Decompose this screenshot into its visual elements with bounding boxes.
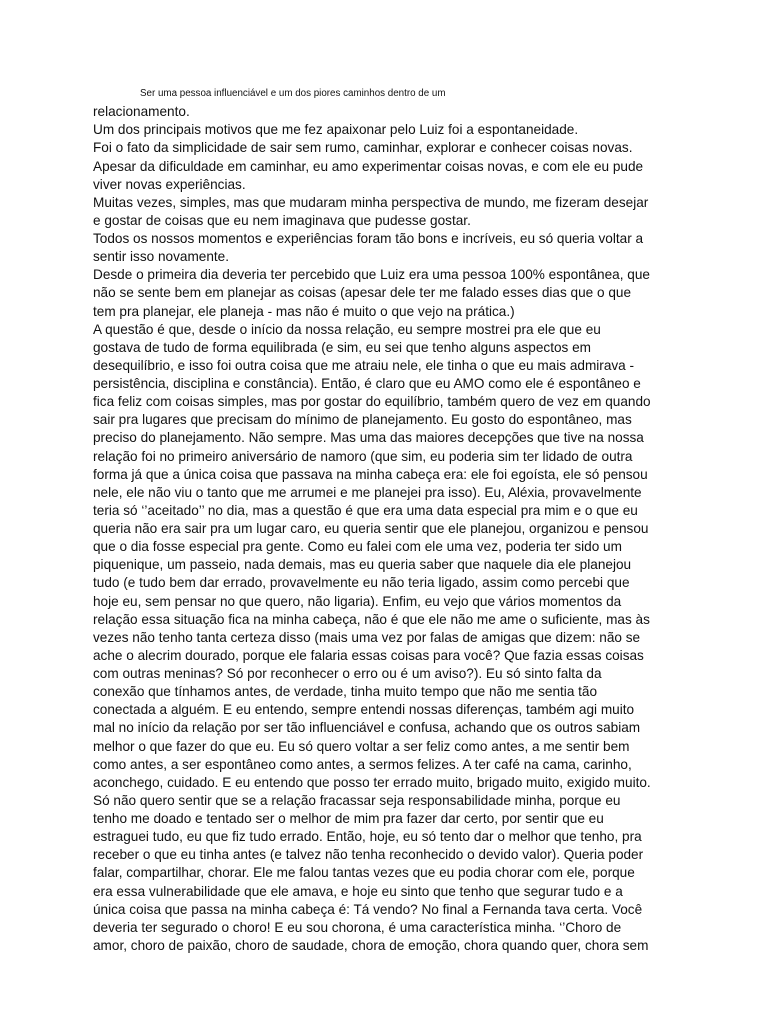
text-line: receber o que eu tinha antes (e talvez não tenha reconhecido o devido valor). Queria poder (93, 847, 644, 863)
text-line: vezes não tenho tanta certeza disso (mais uma vez por falas de amigas que dizem: não se (93, 629, 641, 645)
text-line: não se sente bem em planejar as coisas (apesar dele ter me falado esses dias que o que (93, 285, 632, 301)
text-line: relação essa situação fica na minha cabeça, não é que ele não me ame o suficiente, mas às (93, 611, 650, 627)
text-line: A questão é que, desde o início da nossa relação, eu sempre mostrei pra ele que eu (93, 321, 601, 337)
text-line: viver novas experiências. (93, 176, 246, 192)
text-line: ache o alecrim dourado, porque ele falaria essas coisas para você? Que fazia essas coisas (93, 647, 644, 663)
text-line: relacionamento. (93, 104, 190, 120)
text-line: Todos os nossos momentos e experiências foram tão bons e incríveis, eu só queria voltar a (93, 231, 644, 246)
text-line: estraguei tudo, eu que fiz tudo errado. Então, hoje, eu só tento dar o melhor que tenho, pra (93, 829, 642, 845)
text-line: que o dia fosse especial pra gente. Como eu falei com ele uma vez, poderia ter sido um (93, 539, 622, 555)
text-line: sair pra lugares que precisam do mínimo de planejamento. Eu gosto do espontâneo, mas (93, 412, 632, 428)
text-line: era essa vulnerabilidade que ele amava, e hoje eu sinto que tenho que segurar tudo e a (93, 883, 623, 899)
text-line: melhor o que fazer do que eu. Eu só quero voltar a ser feliz como antes, a me sentir bem (93, 738, 630, 754)
text-line: como antes, a ser espontâneo como antes, a sermos felizes. A ter café na cama, carinho, (93, 756, 632, 772)
text-line: Só não quero sentir que se a relação fracassar seja responsabilidade minha, porque eu (93, 792, 621, 808)
text-line: queria não era sair pra um lugar caro, eu queria sentir que ele planejou, organizou e pensou (93, 521, 649, 536)
text-line: Apesar da dificuldade em caminhar, eu amo experimentar coisas novas, e com ele eu pude (93, 158, 644, 174)
text-line: tem pra planejar, ele planeja - mas não é muito o que vejo na prática.) (93, 303, 515, 319)
text-line: relação foi no primeiro aniversário de namoro (que sim, eu poderia sim ter lidado de outra (93, 448, 633, 464)
text-line: gostava de tudo de forma equilibrada (e sim, eu sei que tenho alguns aspectos em (93, 339, 591, 355)
text-line: piquenique, um passeio, nada demais, mas eu queria saber que naquele dia ele planejou (93, 557, 632, 573)
text-line: persistência, disciplina e constância). Então, é claro que eu AMO como ele é espontâneo e (93, 376, 641, 391)
text-line: conexão que tínhamos antes, de verdade, tinha muito tempo que não me sentia tão (93, 684, 598, 700)
document-body-text (93, 85, 693, 955)
text-line: única coisa que passa na minha cabeça é: Tá vendo? No final a Fernanda tava certa. Você (93, 901, 643, 917)
text-line: hoje eu, sem pensar no que quero, não ligaria). Enfim, eu vejo que vários momentos da (93, 593, 622, 609)
text-line: falar, compartilhar, chorar. Ele me falou tantas vezes que eu podia chorar com ele, porque (93, 865, 635, 881)
text-line: fica feliz com coisas simples, mas por gostar do equilíbrio, também quero de vez em quando (93, 394, 651, 410)
text-line: Muitas vezes, simples, mas que mudaram minha perspectiva de mundo, me fizeram desejar (93, 194, 649, 210)
text-line: amor, choro de paixão, choro de saudade, chora de emoção, chora quando quer, chora sem (93, 937, 649, 953)
text-line: tudo (e tudo bem dar errado, provavelmente eu não teria ligado, assim como percebi que (93, 575, 630, 591)
text-line: e gostar de coisas que eu nem imaginava que pudesse gostar. (93, 212, 471, 228)
text-line: aconchego, cuidado. E eu entendo que posso ter errado muito, brigado muito, exigido muito. (93, 774, 651, 790)
text-line: Um dos principais motivos que me fez apaixonar pelo Luiz foi a espontaneidade. (93, 122, 579, 138)
text-line: deveria ter segurado o choro! E eu sou chorona, é uma característica minha. ‘’Choro de (93, 919, 622, 935)
text-line: Ser uma pessoa influenciável e um dos piores caminhos dentro de um (140, 88, 446, 99)
text-line: tenho me doado e tentado ser o melhor de mim pra fazer dar certo, por sentir que eu (93, 811, 604, 826)
text-line: teria só ‘’aceitado’’ no dia, mas a questão é que era uma data especial pra mim e o que eu (93, 502, 638, 518)
text-line: com outras meninas? Só por reconhecer o erro ou é um aviso?). Eu só sinto falta da (93, 666, 602, 681)
text-line: nele, ele não viu o tanto que me arrumei e me planejei pra isso). Eu, Aléxia, provavelmente (93, 484, 642, 500)
text-line: conectada a alguém. E eu entendo, sempre entendi nossas diferenças, também agi muito (93, 702, 635, 718)
text-line: sentir isso novamente. (93, 249, 230, 265)
text-line: preciso do planejamento. Não sempre. Mas uma das maiores decepções que tive na nossa (93, 430, 644, 446)
text-line: forma já que a única coisa que passava na minha cabeça era: ele foi egoísta, ele só pensou (93, 466, 648, 482)
text-line: Foi o fato da simplicidade de sair sem rumo, caminhar, explorar e conhecer coisas novas. (93, 140, 633, 156)
text-line: desequilíbrio, e isso foi outra coisa que me atraiu nele, ele tinha o que eu mais admirava - (93, 357, 635, 373)
text-line: Desde o primeira dia deveria ter percebido que Luiz era uma pessoa 100% espontânea, que (93, 267, 650, 283)
text-line: mal no início da relação por ser tão influenciável e confusa, achando que os outros sabiam (93, 720, 641, 736)
